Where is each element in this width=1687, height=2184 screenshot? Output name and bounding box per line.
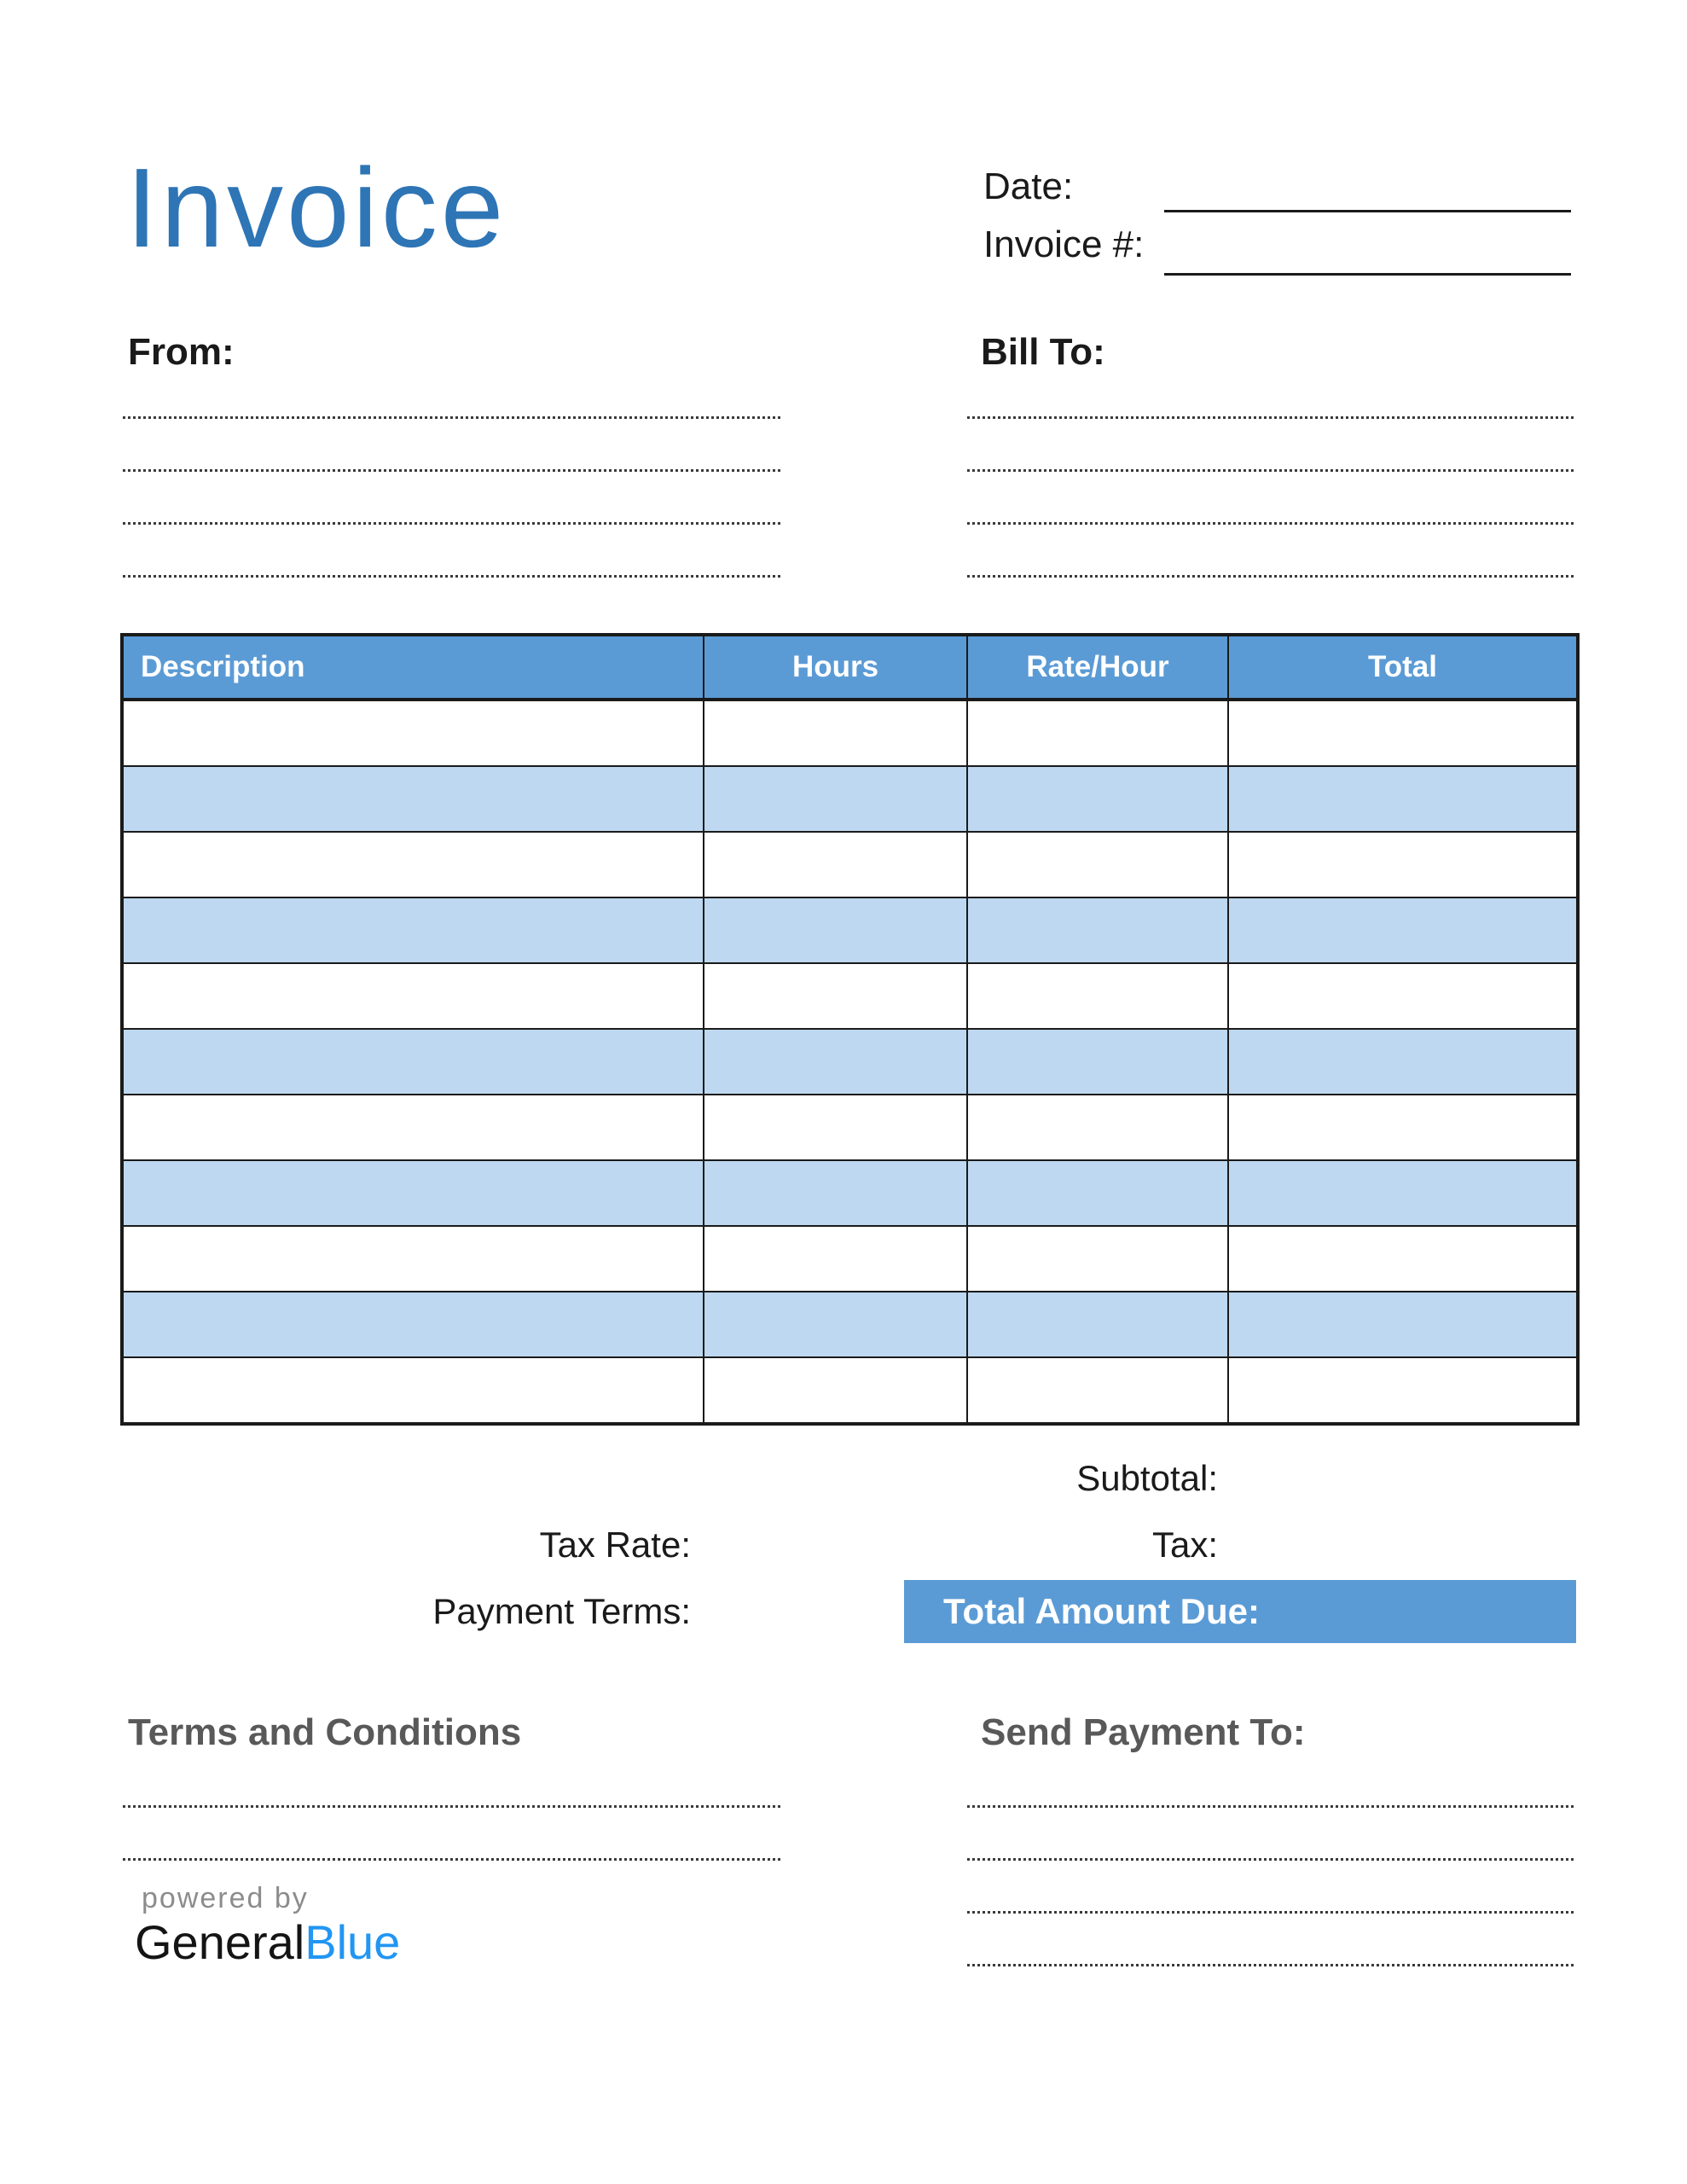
- table-cell[interactable]: [1228, 832, 1578, 897]
- bill-to-line-3[interactable]: [967, 522, 1574, 525]
- table-cell[interactable]: [967, 897, 1228, 963]
- table-cell[interactable]: [967, 1292, 1228, 1357]
- table-header-row: [122, 635, 1578, 700]
- table-cell[interactable]: [704, 1357, 967, 1424]
- general-blue-logo: [135, 1916, 400, 1969]
- bill-to-line-2[interactable]: [967, 469, 1574, 472]
- table-row: [122, 897, 1578, 963]
- send-payment-line-2[interactable]: [967, 1858, 1574, 1861]
- total-amount-due-bar: Total Amount Due:: [904, 1580, 1576, 1643]
- send-payment-to-label: Send Payment To:: [981, 1711, 1306, 1753]
- table-row: [122, 1357, 1578, 1424]
- terms-line-1[interactable]: [123, 1805, 780, 1808]
- table-row: [122, 700, 1578, 766]
- table-cell[interactable]: [1228, 1357, 1578, 1424]
- send-payment-line-3[interactable]: [967, 1911, 1574, 1914]
- table-row: [122, 1160, 1578, 1226]
- line-items-table: [120, 633, 1580, 1426]
- page-title: Invoice: [126, 145, 507, 270]
- table-cell[interactable]: [704, 1160, 967, 1226]
- table-cell[interactable]: [122, 897, 704, 963]
- terms-and-conditions-label: Terms and Conditions: [128, 1711, 522, 1753]
- powered-by-text: powered by: [142, 1882, 309, 1914]
- table-row: [122, 1292, 1578, 1357]
- tax-rate-label: Tax Rate:: [539, 1525, 691, 1565]
- send-payment-line-1[interactable]: [967, 1805, 1574, 1808]
- col-header-hours: Hours: [704, 635, 967, 700]
- table-row: [122, 1226, 1578, 1292]
- table-row: [122, 1029, 1578, 1095]
- table-row: [122, 766, 1578, 832]
- table-cell[interactable]: [967, 766, 1228, 832]
- from-line-3[interactable]: [123, 522, 780, 525]
- from-line-1[interactable]: [123, 416, 780, 419]
- table-row: [122, 1095, 1578, 1160]
- table-cell[interactable]: [704, 963, 967, 1029]
- table-cell[interactable]: [704, 700, 967, 766]
- date-input-line[interactable]: [1164, 210, 1571, 212]
- table-cell[interactable]: [1228, 700, 1578, 766]
- brand-blue-text: Blue: [304, 1915, 401, 1969]
- table-cell[interactable]: [704, 832, 967, 897]
- bill-to-label: Bill To:: [981, 331, 1105, 373]
- terms-line-2[interactable]: [123, 1858, 780, 1861]
- table-cell[interactable]: [1228, 1029, 1578, 1095]
- payment-terms-label: Payment Terms:: [432, 1591, 691, 1631]
- table-cell[interactable]: [967, 963, 1228, 1029]
- from-line-2[interactable]: [123, 469, 780, 472]
- table-cell[interactable]: [122, 1292, 704, 1357]
- table-cell[interactable]: [122, 1160, 704, 1226]
- table-body: [122, 700, 1578, 1424]
- table-cell[interactable]: [967, 1357, 1228, 1424]
- table-cell[interactable]: [122, 1357, 704, 1424]
- table-cell[interactable]: [122, 1029, 704, 1095]
- send-payment-line-4[interactable]: [967, 1964, 1574, 1966]
- brand-general-text: General: [135, 1915, 305, 1969]
- date-label: Date:: [983, 166, 1074, 207]
- table-cell[interactable]: [704, 1292, 967, 1357]
- col-header-total: Total: [1228, 635, 1578, 700]
- from-label: From:: [128, 331, 235, 373]
- table-cell[interactable]: [122, 1095, 704, 1160]
- table-cell[interactable]: [967, 1160, 1228, 1226]
- table-cell[interactable]: [967, 832, 1228, 897]
- table-cell[interactable]: [122, 832, 704, 897]
- subtotal-label: Subtotal:: [1076, 1458, 1218, 1498]
- table-cell[interactable]: [1228, 897, 1578, 963]
- table-cell[interactable]: [1228, 1292, 1578, 1357]
- table-cell[interactable]: [967, 700, 1228, 766]
- table-cell[interactable]: [967, 1095, 1228, 1160]
- table-cell[interactable]: [704, 1095, 967, 1160]
- table-cell[interactable]: [1228, 1095, 1578, 1160]
- col-header-rate-hour: Rate/Hour: [967, 635, 1228, 700]
- table-cell[interactable]: [1228, 963, 1578, 1029]
- table-cell[interactable]: [704, 1226, 967, 1292]
- table-cell[interactable]: [704, 897, 967, 963]
- table-cell[interactable]: [122, 963, 704, 1029]
- table-cell[interactable]: [704, 1029, 967, 1095]
- bill-to-line-4[interactable]: [967, 575, 1574, 578]
- bill-to-line-1[interactable]: [967, 416, 1574, 419]
- from-line-4[interactable]: [123, 575, 780, 578]
- table-cell[interactable]: [967, 1226, 1228, 1292]
- table-row: [122, 832, 1578, 897]
- table-cell[interactable]: [122, 766, 704, 832]
- table-cell[interactable]: [967, 1029, 1228, 1095]
- table-row: [122, 963, 1578, 1029]
- table-cell[interactable]: [704, 766, 967, 832]
- col-header-description: Description: [122, 635, 704, 700]
- invoice-number-input-line[interactable]: [1164, 273, 1571, 276]
- table-cell[interactable]: [1228, 766, 1578, 832]
- invoice-number-label: Invoice #:: [983, 224, 1145, 265]
- table-cell[interactable]: [122, 700, 704, 766]
- table-cell[interactable]: [1228, 1226, 1578, 1292]
- tax-label: Tax:: [1151, 1525, 1218, 1565]
- table-cell[interactable]: [122, 1226, 704, 1292]
- table-cell[interactable]: [1228, 1160, 1578, 1226]
